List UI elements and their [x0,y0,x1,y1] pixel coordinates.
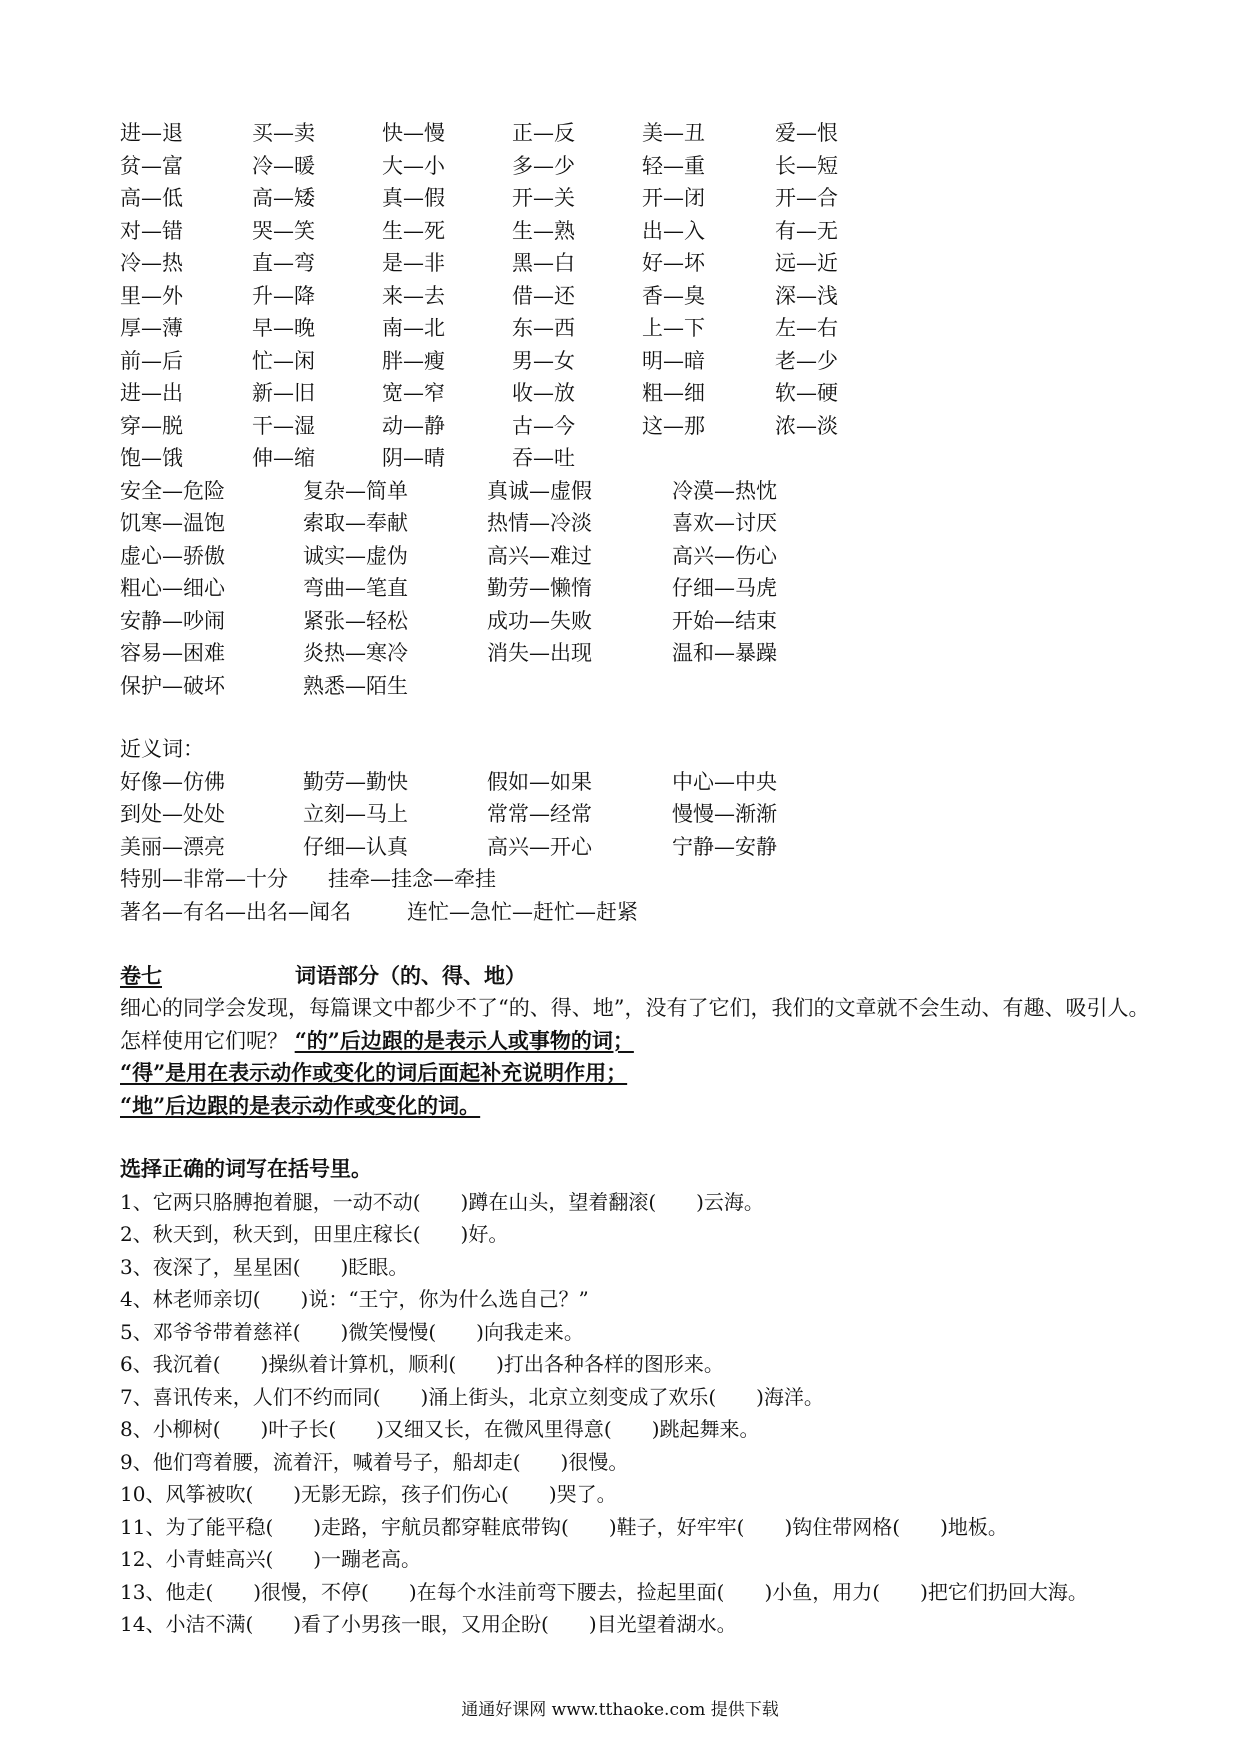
word-pair: 老—少 [775,348,838,373]
word-pair: 保护—破坏 [120,673,225,698]
word-pair: 热情—冷淡 [487,511,592,535]
exercise-item: 4、林老师亲切( )说：“王宁，你为什么选自己？” [120,1287,589,1311]
intro-text: 细心的同学会发现，每篇课文中都少不了“的、得、地”，没有了它们，我们的文章就不会生动、有趣、吸引人。怎样使用它们呢？ [120,996,1150,1053]
word-pair: 软—硬 [775,381,838,405]
exercise-item: 12、小青蛙高兴( )一蹦老高。 [120,1547,422,1571]
antonym-row [120,507,1150,540]
word-pair: 胖—瘦 [382,348,445,373]
synonym-group: 挂牵—挂念—牵挂 [328,867,496,891]
word-pair: 好像—仿佛 [120,769,225,794]
spacer [120,1122,1150,1153]
rule-de: “的”后边跟的是表示人或事物的词； [294,1027,634,1053]
word-pair: 熟悉—陌生 [303,673,408,698]
word-pair: 温和—暴躁 [672,641,777,665]
synonyms-label: 近义词： [120,737,204,761]
word-pair: 紧张—轻松 [303,608,408,633]
word-pair: 借—还 [512,283,575,308]
synonym-group: 特别—非常—十分 [120,867,288,891]
word-pair: 前—后 [120,348,183,373]
word-pair: 冷漠—热忱 [672,478,777,503]
word-pair: 高兴—开心 [487,834,592,859]
word-pair: 饱—饿 [120,446,183,470]
synonym-group: 著名—有名—出名—闻名 [120,899,351,924]
word-pair: 收—放 [512,381,575,405]
antonym-row [120,150,1150,183]
word-pair: 真—假 [382,186,445,210]
word-pair: 开—关 [512,186,575,210]
antonym-row [120,247,1150,280]
antonym-row [120,345,1150,378]
word-pair: 黑—白 [512,251,575,275]
word-pair: 来—去 [382,283,445,308]
exercise-item: 2、秋天到，秋天到，田里庄稼长( )好。 [120,1222,509,1246]
word-pair: 男—女 [512,348,575,373]
word-pair: 左—右 [775,316,838,340]
exercise-item: 9、他们弯着腰，流着汗，喊着号子，船却走( )很慢。 [120,1449,629,1474]
word-pair: 常常—经常 [487,802,592,826]
word-pair: 诚实—虚伪 [303,543,408,568]
word-pair: 立刻—马上 [303,802,408,826]
word-pair: 消失—出现 [487,641,592,665]
word-pair: 正—反 [512,121,575,145]
word-pair: 轻—重 [642,153,705,178]
word-pair: 仔细—认真 [303,834,408,859]
word-pair: 慢慢—渐渐 [672,802,777,826]
exercise-item: 8、小柳树( )叶子长( )又细又长，在微风里得意( )跳起舞来。 [120,1417,760,1441]
word-pair: 假如—如果 [487,769,592,794]
antonym-row [120,117,1150,150]
exercise-list [120,1186,1150,1641]
word-pair: 美丽—漂亮 [120,834,225,859]
word-pair: 弯曲—笔直 [303,576,408,600]
word-pair: 勤劳—勤快 [303,769,408,794]
word-pair: 生—死 [382,218,445,243]
rule-de-adverb: “地”后边跟的是表示动作或变化的词。 [120,1092,481,1118]
exercise-item: 3、夜深了，星星困( )眨眼。 [120,1254,409,1279]
word-pair: 出—入 [642,218,705,243]
antonyms-single-grid [120,117,1150,475]
exercise-item: 13、他走( )很慢，不停( )在每个水洼前弯下腰去，捡起里面( )小鱼，用力( )把它们扔回大海。 [120,1579,1088,1604]
word-pair: 到处—处处 [120,802,225,826]
antonym-row [120,442,1150,475]
exercise-item: 1、它两只胳膊抱着腿，一动不动( )蹲在山头，望着翻滚( )云海。 [120,1189,764,1214]
synonym-group: 连忙—急忙—赶忙—赶紧 [407,899,638,924]
word-pair: 深—浅 [775,283,838,308]
word-pair: 吞—吐 [512,446,575,470]
section-intro [120,992,1150,1122]
exercise-item: 10、风筝被吹( )无影无踪，孩子们伤心( )哭了。 [120,1482,617,1506]
word-pair: 生—熟 [512,218,575,243]
word-pair: 香—臭 [642,283,705,308]
word-pair: 高兴—伤心 [672,543,777,568]
word-pair: 伸—缩 [252,446,315,470]
word-pair: 成功—失败 [487,608,592,633]
word-pair: 古—今 [512,413,575,438]
word-pair: 哭—笑 [252,218,315,243]
word-pair: 安全—危险 [120,478,225,503]
word-pair: 是—非 [382,251,445,275]
word-pair: 直—弯 [252,251,315,275]
antonym-row [120,605,1150,638]
rule-de-verb: “得”是用在表示动作或变化的词后面起补充说明作用； [120,1060,628,1085]
word-pair: 复杂—简单 [303,478,408,503]
word-pair: 宽—窄 [382,381,445,405]
word-pair: 虚心—骄傲 [120,543,225,568]
exercise-item: 11、为了能平稳( )走路，宇航员都穿鞋底带钩( )鞋子，好牢牢( )钩住带网格( )地板。 [120,1514,1008,1539]
word-pair: 好—坏 [642,251,705,275]
word-pair: 美—丑 [642,121,705,145]
antonym-row [120,475,1150,508]
spacer [120,928,1150,959]
word-pair: 容易—困难 [120,641,225,665]
word-pair: 干—湿 [252,413,315,438]
word-pair: 高兴—难过 [487,543,592,568]
word-pair: 长—短 [775,153,838,178]
word-pair: 高—矮 [252,186,315,210]
synonyms-line-5 [120,896,1150,929]
section-title: 词语部分（的、得、地） [295,963,526,988]
word-pair: 浓—淡 [775,413,838,438]
word-pair: 进—退 [120,121,183,145]
word-pair: 远—近 [775,251,838,275]
word-pair: 大—小 [382,153,445,178]
word-pair: 买—卖 [252,121,315,145]
antonym-row [120,377,1150,410]
word-pair: 早—晚 [252,316,315,340]
spacer [120,702,1150,733]
word-pair: 动—静 [382,413,445,438]
synonyms-line-4 [120,863,1150,896]
word-pair: 东—西 [512,316,575,340]
antonym-row [120,540,1150,573]
antonym-row [120,410,1150,443]
word-pair: 南—北 [382,316,445,340]
word-pair: 明—暗 [642,348,705,373]
section-number: 卷七 [120,963,162,988]
synonym-row [120,831,1150,864]
antonym-row [120,312,1150,345]
word-pair: 中心—中央 [672,769,777,794]
word-pair: 穿—脱 [120,413,183,438]
word-pair: 高—低 [120,186,183,210]
word-pair: 开—闭 [642,186,705,210]
word-pair: 仔细—马虎 [672,576,777,600]
word-pair: 升—降 [252,283,315,308]
word-pair: 开始—结束 [672,608,777,633]
word-pair: 阴—晴 [382,446,445,470]
word-pair: 饥寒—温饱 [120,511,225,535]
word-pair: 有—无 [775,218,838,243]
word-pair: 厚—薄 [120,316,183,340]
word-pair: 冷—暖 [252,153,315,178]
synonym-row [120,798,1150,831]
word-pair: 开—合 [775,186,838,210]
word-pair: 炎热—寒冷 [303,641,408,665]
section-heading [120,959,1150,992]
word-pair: 忙—闲 [252,348,315,373]
word-pair: 索取—奉献 [303,511,408,535]
antonyms-double-grid [120,475,1150,703]
exercise-item: 14、小洁不满( )看了小男孩一眼，又用企盼( )目光望着湖水。 [120,1612,737,1636]
word-pair: 贫—富 [120,153,183,178]
word-pair: 快—慢 [382,121,445,145]
exercise-item: 7、喜讯传来，人们不约而同( )涌上街头，北京立刻变成了欢乐( )海洋。 [120,1384,824,1409]
word-pair: 新—旧 [252,381,315,405]
exercise-item: 6、我沉着( )操纵着计算机，顺利( )打出各种各样的图形来。 [120,1352,724,1376]
synonym-row [120,766,1150,799]
word-pair: 安静—吵闹 [120,608,225,633]
word-pair: 多—少 [512,153,575,178]
antonym-row [120,280,1150,313]
page-footer: 通通好课网 www.tthaoke.com 提供下载 [461,1700,779,1720]
word-pair: 粗心—细心 [120,576,225,600]
antonym-row [120,637,1150,670]
word-pair: 这—那 [642,413,705,438]
word-pair: 里—外 [120,283,183,308]
word-pair: 冷—热 [120,251,183,275]
antonym-row [120,670,1150,703]
document-page [120,117,1150,1641]
word-pair: 宁静—安静 [672,834,777,859]
exercise-item: 5、邓爷爷带着慈祥( )微笑慢慢( )向我走来。 [120,1319,584,1344]
word-pair: 喜欢—讨厌 [672,511,777,535]
word-pair: 进—出 [120,381,183,405]
antonym-row [120,182,1150,215]
word-pair: 真诚—虚假 [487,478,592,503]
word-pair: 上—下 [642,316,705,340]
antonym-row [120,572,1150,605]
synonyms-grid [120,766,1150,864]
word-pair: 对—错 [120,218,183,243]
word-pair: 爱—恨 [775,121,838,145]
word-pair: 粗—细 [642,381,705,405]
word-pair: 勤劳—懒惰 [487,576,592,600]
antonym-row [120,215,1150,248]
exercise-heading: 选择正确的词写在括号里。 [120,1156,372,1181]
